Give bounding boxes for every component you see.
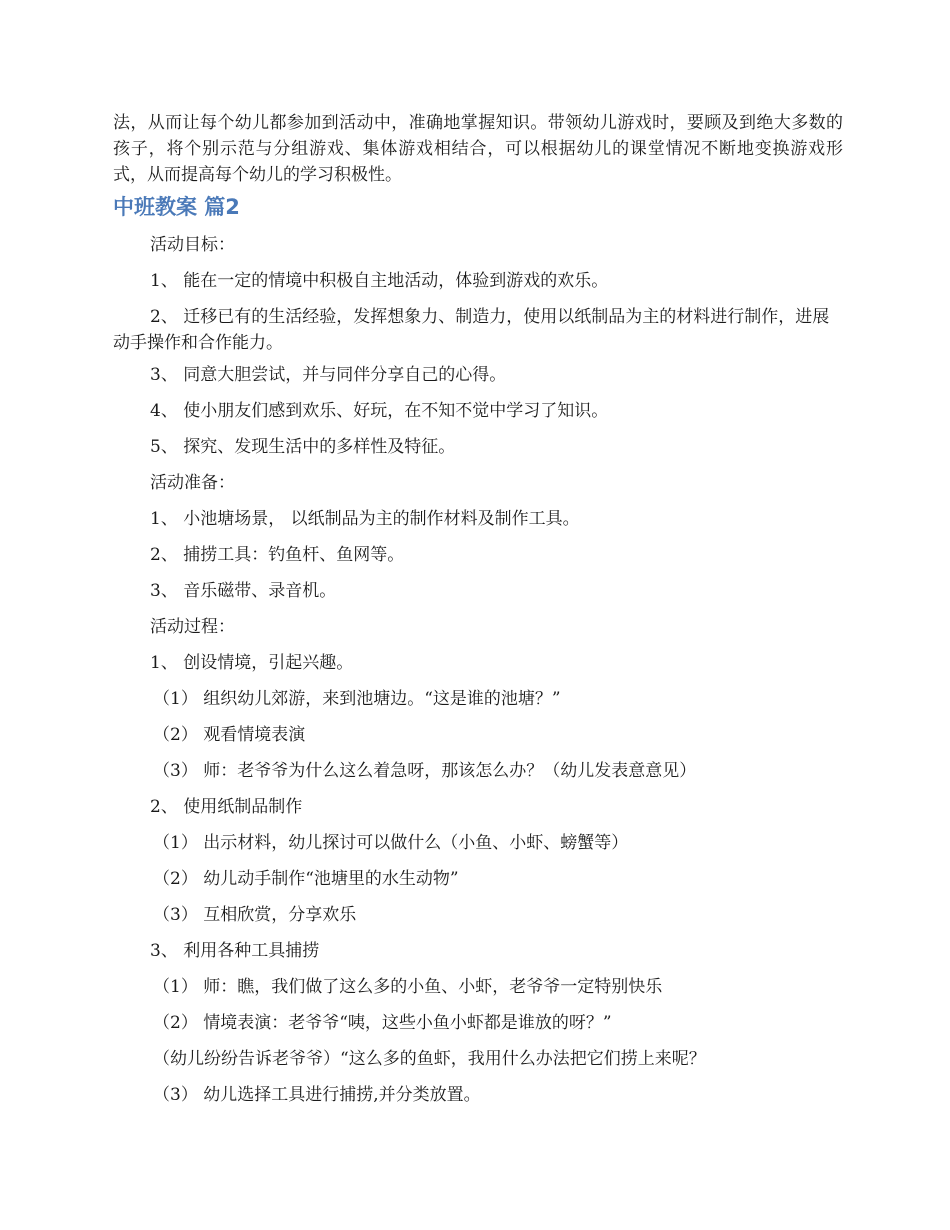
preparation-item: 2、 捕捞工具：钓鱼杆、鱼网等。	[150, 545, 405, 565]
objective-item: 5、 探究、发现生活中的多样性及特征。	[150, 437, 456, 457]
intro-paragraph: 法，从而让每个幼儿都参加到活动中，准确地掌握知识。带领幼儿游戏时，要顾及到绝大多数的孩子，将个别示范与分组游戏、集体游戏相结合，可以根据幼儿的课堂情况不断地变换游戏形式，从而提高每个幼儿的学习积极性。	[113, 113, 843, 185]
process-substep: （1） 出示材料，幼儿探讨可以做什么（小鱼、小虾、螃蟹等）	[153, 833, 629, 853]
process-substep: （2） 幼儿动手制作“池塘里的水生动物”	[153, 869, 459, 889]
preparation-label: 活动准备：	[150, 473, 235, 493]
process-substep: （1） 组织幼儿郊游，来到池塘边。“这是谁的池塘？”	[153, 689, 561, 709]
process-substep: （2） 情境表演：老爷爷“咦，这些小鱼小虾都是谁放的呀？”	[153, 1013, 612, 1033]
process-substep: （3） 幼儿选择工具进行捕捞,并分类放置。	[153, 1085, 481, 1105]
preparation-item: 1、 小池塘场景， 以纸制品为主的制作材料及制作工具。	[150, 509, 580, 529]
objective-item: 4、 使小朋友们感到欢乐、好玩，在不知不觉中学习了知识。	[150, 401, 609, 421]
process-step: 1、 创设情境，引起兴趣。	[150, 653, 354, 673]
process-substep: （幼儿纷纷告诉老爷爷）“这么多的鱼虾，我用什么办法把它们捞上来呢？	[153, 1049, 706, 1069]
process-label: 活动过程：	[150, 617, 235, 637]
process-substep: （2） 观看情境表演	[153, 725, 306, 745]
objective-item: 3、 同意大胆尝试，并与同伴分享自己的心得。	[150, 365, 507, 385]
objectives-label: 活动目标：	[150, 235, 235, 255]
objective-item: 1、 能在一定的情境中积极自主地活动，体验到游戏的欢乐。	[150, 271, 609, 291]
section-heading: 中班教案 篇2	[113, 195, 240, 219]
preparation-item: 3、 音乐磁带、录音机。	[150, 581, 337, 601]
process-substep: （3） 互相欣赏，分享欢乐	[153, 905, 357, 925]
process-step: 3、 利用各种工具捕捞	[150, 941, 320, 961]
process-step: 2、 使用纸制品制作	[150, 797, 303, 817]
process-substep: （1） 师：瞧，我们做了这么多的小鱼、小虾，老爷爷一定特别快乐	[153, 977, 663, 997]
process-substep: （3） 师：老爷爷为什么这么着急呀，那该怎么办？（幼儿发表意意见）	[153, 761, 697, 781]
objective-item: 2、 迁移已有的生活经验，发挥想象力、制造力，使用以纸制品为主的材料进行制作，进展动手操作和合作能力。	[113, 307, 830, 353]
